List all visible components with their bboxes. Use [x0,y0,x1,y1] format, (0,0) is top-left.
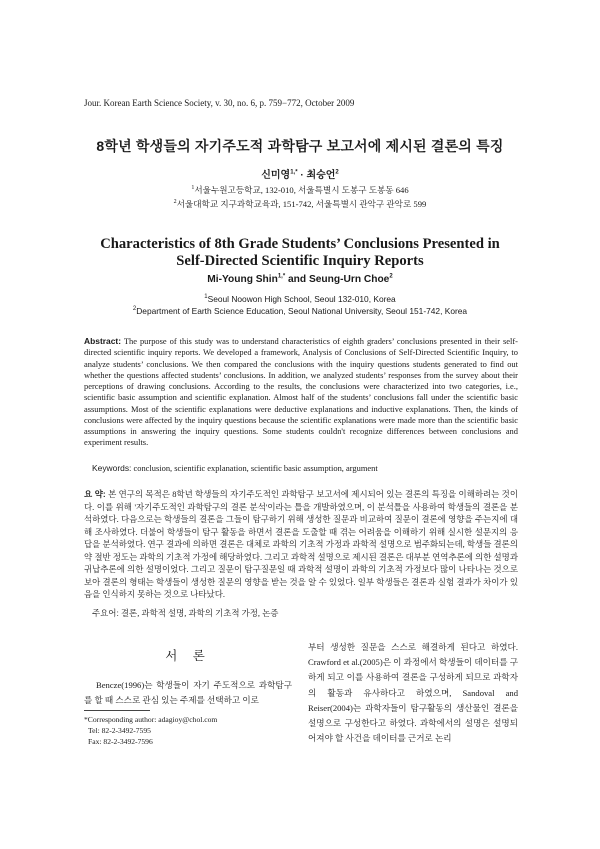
korean-keywords-text: 결론, 과학적 설명, 과학의 기초적 가정, 논증 [118,608,279,618]
korean-author-2: 최승언 [306,170,336,181]
footnote-author: *Corresponding author: adagioy@chol.com [84,715,218,724]
korean-affiliation-1-text: 서울누원고등학교, 132-010, 서울특별시 도봉구 도봉동 646 [194,185,409,195]
english-author-2: Seung-Urn Choe [308,274,390,285]
english-affiliation-1-text: Seoul Noowon High School, Seoul 132-010, Korea [207,294,396,304]
korean-keywords-label: 주요어: [92,608,119,618]
korean-author-1-sup: 1,* [290,169,298,176]
english-author-conj: and [285,274,309,285]
korean-authors [60,166,540,181]
korean-affiliation-2-sup: 2 [173,199,177,206]
english-affiliation-1-sup: 1 [204,294,208,301]
english-affiliation-2-text: Department of Earth Science Education, Seoul National University, Seoul 151-742, Korea [136,306,468,316]
english-abstract [84,336,518,449]
english-affiliation-2-sup: 2 [132,306,137,313]
korean-abstract [84,488,518,601]
intro-left-column [84,640,292,708]
english-author-1: Mi-Young Shin [207,274,278,285]
section-title-introduction: 서 론 [165,649,211,663]
english-author-1-sup: 1,* [277,273,286,280]
english-affiliation-1 [40,294,560,304]
english-author-2-sup: 2 [389,273,393,280]
korean-title: 8학년 학생들의 자기주도적 과학탐구 보고서에 제시된 결론의 특징 [96,138,504,154]
korean-keywords [92,607,278,619]
footnote-fax: Fax: 82-2-3492-7596 [88,737,153,747]
english-title [60,236,540,270]
english-title-line-2: Self-Directed Scientific Inquiry Reports [176,253,424,269]
footnote-tel: Tel: 82-2-3492-7595 [88,726,151,736]
korean-author-separator: · [297,170,307,181]
english-keywords [92,463,378,473]
english-title-line-1: Characteristics of 8th Grade Students’ Conclusions Presented in [100,236,500,252]
korean-affiliation-1 [60,184,540,196]
korean-author-1: 신미영 [261,170,291,181]
english-affiliation-2 [40,306,560,316]
footnote-divider [84,710,150,711]
journal-header: Jour. Korean Earth Science Society, v. 30, no. 6, p. 759−772, October 2009 [84,98,355,108]
intro-left-text: Bencze(1996)는 학생들이 자기 주도적으로 과학탐구를 할 때 스스로 관심 있는 주제를 선택하고 이로 [84,680,292,705]
english-authors [60,274,540,285]
korean-affiliation-2 [60,198,540,210]
intro-right-column: 부터 생성한 질문을 스스로 해결하게 된다고 하였다. Crawford et al.(2005)은 이 과정에서 학생들이 데이터를 구하게 되고 이를 사용하여 결론을 구성하게 되므로 과학자의 활동과 유사하다고 하였으며, Sandoval and Reiser(2004)는 과학자들이 탐구활동의 생산물인 결론을 설명으로 구성한다고 하였다. 과학에서의 설명은 설명되어져야 할 사건을 데이터를 근거로 논리 [308,642,518,744]
korean-affiliation-1-sup: 1 [191,185,195,192]
korean-author-2-sup: 2 [335,169,339,176]
korean-abstract-text: 본 연구의 목적은 8학년 학생들의 자기주도적인 과학탐구 보고서에 제시되어 있는 결론의 특징을 이해하려는 것이다. 이를 위해 '자기주도적인 과학탐구의 결론 분석'이라는 틀을 개발하였으며, 이 분석틀을 사용하여 학생들의 결론을 분석하였다. 다음으로는 학생들의 결론을 그들이 탐구하기 위해 생성한 질문과 비교하여 질문이 결론에 영향을 주는지에 대해 조사하였다. 더불어 학생들이 탐구 활동을 하면서 결론을 도출할 때 겪는 어려움을 이해하기 위해 실시한 설문지의 응답을 분석하였다. 연구 결과에 의하면 결론은 대체로 과학의 기초적 가정과 과학적 설명으로 범주화되는데, 학생들 결론의 약 절반 정도는 과학의 기초적 가정에 해당하였다. 그리고 과학적 설명으로 제시된 결론은 대부분 연역추론에 의한 설명과 귀납추론에 의한 설명이었다. 그리고 질문이 탐구질문일 때 과학적 설명이 과학의 기초적 가정보다 많이 나타나는 것으로 보아 결론의 형태는 학생들이 생성한 질문의 영향을 받는 것을 알 수 있었다. 일부 학생들은 결론과 실험 결과가 차이가 있음을 인식하지 못하는 것으로 나타났다. [84,489,518,600]
abstract-text: The purpose of this study was to understand characteristics of eighth graders’ conclusions presented in their self-directed scientific inquiry reports. We developed a framework, Analysis of Conclusions of Self-Directed Scientific Inquiry, to analyze students’ conclusions. We then compared the conclusions with the inquiry questions students generated to find out whether the questions affected students’ conclusions. In addition, we analyzed students’ responses from the survey about their perceptions of drawing conclusions. According to the results, the conclusions were characterized into two categories, i.e., scientific basic assumption and scientific explanation. Almost half of the students’ conclusions fall under the scientific basic assumptions. Most of the scientific explanations were deductive explanations and inductive explanations. Then, the kinds of conclusions were affected by the inquiry questions because the scientific explanations were made more than the scientific basic assumptions in answering the inquiry questions. Some students couldn't recognize differences between conclusions and experiment results. [84,336,518,448]
keywords-text: conclusion, scientific explanation, scientific basic assumption, argument [131,463,378,473]
abstract-label: Abstract: [84,336,122,346]
korean-abstract-label: 요 약: [84,489,106,499]
corresponding-footnote [84,714,217,748]
keywords-label: Keywords: [92,463,132,473]
korean-affiliation-2-text: 서울대학교 지구과학교육과, 151-742, 서울특별시 관악구 관악로 599 [176,199,427,209]
